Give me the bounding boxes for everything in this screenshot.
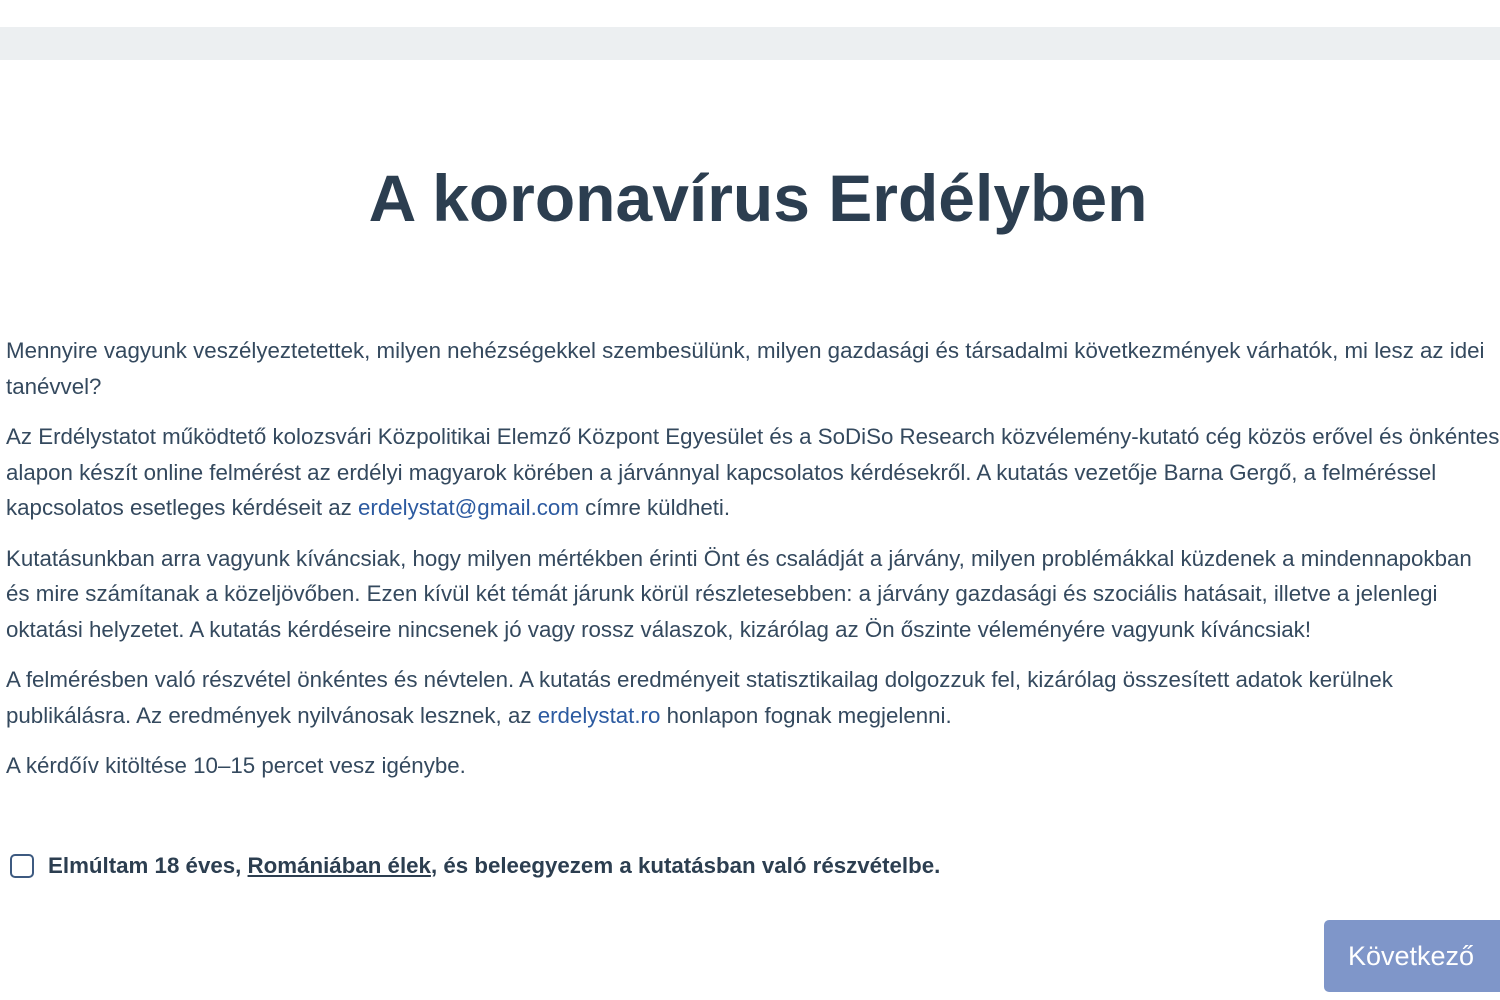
- duration-note: A kérdőív kitöltése 10–15 percet vesz igénybe.: [6, 753, 466, 778]
- next-button[interactable]: Következő: [1324, 920, 1500, 992]
- intro-paragraph-1: Mennyire vagyunk veszélyeztetettek, milyen nehézségekkel szembesülünk, milyen gazdasági és társadalmi következmények várhatók, mi lesz az idei tanévvel?: [6, 338, 1485, 399]
- intro-paragraph-4: [6, 662, 1500, 733]
- header-bar: [0, 27, 1500, 60]
- intro-paragraph-2-text: Az Erdélystatot működtető kolozsvári Közpolitikai Elemző Központ Egyesület és a SoDiSo Research közvélemény-kutató cég közös erővel és önkéntes alapon készít online felmérést az erdélyi magyarok körében a járvánnyal kapcsolatos kérdésekről. A kutatás vezetője Barna Gergő, a felméréssel kapcsolatos esetleges kérdéseit az: [6, 424, 1500, 520]
- consent-checkbox[interactable]: [10, 854, 34, 878]
- consent-row[interactable]: [10, 853, 940, 879]
- intro-paragraph-2-tail: címre küldheti.: [578, 495, 731, 520]
- consent-label-text: Elmúltam 18 éves,: [48, 853, 248, 878]
- consent-label-underlined: Romániában élek: [247, 853, 431, 878]
- page-title: A koronavírus Erdélyben: [368, 161, 1148, 235]
- website-link[interactable]: erdelystat.ro: [537, 702, 661, 728]
- intro-paragraph-4-tail: honlapon fognak megjelenni.: [660, 702, 952, 728]
- intro-paragraph-3: Kutatásunkban arra vagyunk kíváncsiak, hogy milyen mértékben érinti Önt és családját a járvány, milyen problémákkal küzdenek a mindennapokban és mire számítanak a közeljövőben. Ezen kívül két témát járunk körül részletesebben: a járvány gazdasági és szociális hatásait, illetve a jelenlegi oktatási helyzetet. A kutatás kérdéseire nincsenek jó vagy rossz válaszok, kizárólag az Ön őszinte véleményére vagyunk kíváncsiak!: [6, 545, 1472, 642]
- intro-text: [6, 333, 1500, 799]
- consent-label-tail: , és beleegyezem a kutatásban való részvételbe.: [430, 853, 941, 878]
- intro-paragraph-2: [6, 419, 1500, 526]
- email-link[interactable]: erdelystat@gmail.com: [358, 495, 579, 520]
- top-spacer: [0, 0, 1500, 27]
- consent-label[interactable]: [48, 853, 940, 879]
- intro-paragraph-4-text: A felmérésben való részvétel önkéntes és névtelen. A kutatás eredményeit statisztikailag dolgozzuk fel, kizárólag összesített adatok kerülnek publikálásra. Az eredmények nyilvánosak lesznek, az: [6, 667, 1393, 728]
